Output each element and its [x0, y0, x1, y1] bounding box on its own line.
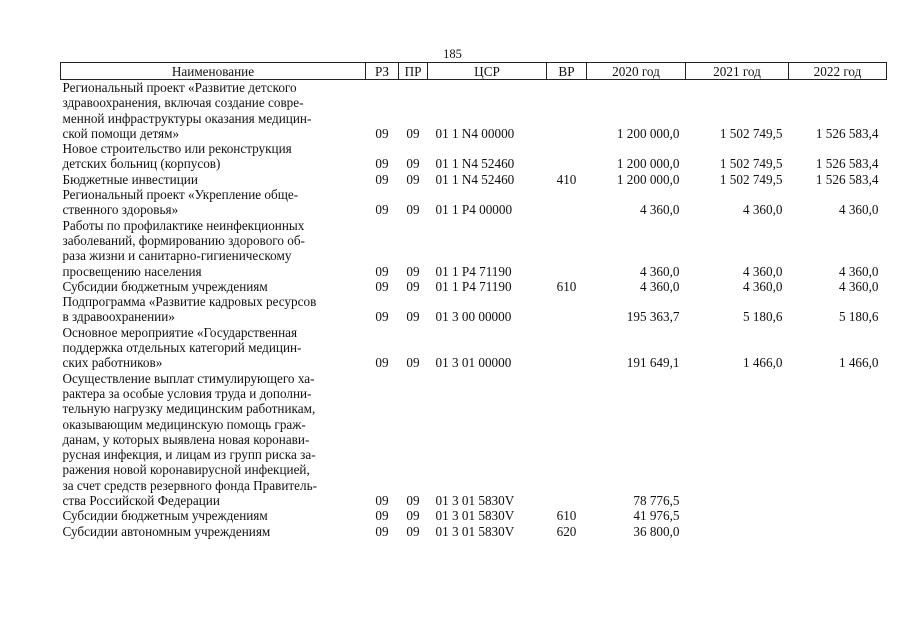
item-name-cell — [61, 187, 366, 218]
rz-cell: 09 — [375, 309, 389, 325]
amount-2020-cell: 78 776,5 — [633, 493, 680, 509]
table-row — [61, 279, 887, 294]
csr-cell: 01 1 N4 00000 — [435, 125, 515, 141]
amount-2021-cell: 1 502 749,5 — [719, 125, 783, 141]
vr-cell — [547, 80, 587, 142]
pr-cell: 09 — [406, 278, 420, 294]
amount-2020-cell: 4 360,0 — [639, 202, 680, 218]
csr-cell: 01 3 01 5830V — [435, 523, 515, 539]
item-name-line: Субсидии бюджетным учреждениям — [62, 278, 268, 294]
item-name-cell — [61, 325, 366, 371]
amount-2021-cell — [686, 371, 789, 509]
item-name-line: поддержка отдельных категорий медицин- — [62, 340, 302, 356]
vr-cell — [547, 371, 587, 509]
column-header-2020: 2020 год — [587, 63, 686, 80]
amount-2022-cell: 5 180,6 — [838, 309, 879, 325]
amount-2021-cell: 4 360,0 — [742, 263, 783, 279]
column-header-2022: 2022 год — [789, 63, 887, 80]
amount-2020-cell: 195 363,7 — [626, 309, 680, 325]
amount-2022-cell: 1 526 583,4 — [815, 171, 879, 187]
table-row — [61, 371, 887, 509]
item-name-line: детских больниц (корпусов) — [62, 156, 221, 172]
rz-cell: 09 — [375, 125, 389, 141]
amount-2022-cell: 1 466,0 — [838, 355, 879, 371]
table-row — [61, 325, 887, 371]
amount-2021-cell: 4 360,0 — [742, 202, 783, 218]
csr-cell: 01 1 N4 52460 — [435, 156, 515, 172]
vr-cell — [547, 218, 587, 279]
item-name-line: Бюджетные инвестиции — [62, 171, 198, 187]
table-row — [61, 294, 887, 325]
amount-2022-cell: 4 360,0 — [838, 202, 879, 218]
pr-cell: 09 — [406, 125, 420, 141]
pr-cell: 09 — [406, 355, 420, 371]
amount-2022-cell: 4 360,0 — [838, 263, 879, 279]
amount-2020-cell: 41 976,5 — [633, 508, 680, 524]
amount-2021-cell: 5 180,6 — [742, 309, 783, 325]
item-name-cell — [61, 141, 366, 172]
amount-2022-cell — [789, 508, 887, 523]
table-row — [61, 187, 887, 218]
pr-cell: 09 — [406, 202, 420, 218]
vr-cell: 610 — [556, 508, 577, 524]
rz-cell: 09 — [375, 493, 389, 509]
budget-table — [60, 62, 887, 539]
amount-2022-cell: 1 526 583,4 — [815, 156, 879, 172]
item-name-line: Субсидии автономным учреждениям — [62, 523, 271, 539]
item-name-cell — [61, 80, 366, 142]
table-header-row — [61, 63, 887, 80]
item-name-line: ражения новой коронавирусной инфекцией, — [62, 462, 310, 478]
rz-cell: 09 — [375, 171, 389, 187]
csr-cell: 01 1 P4 71190 — [435, 278, 512, 294]
item-name-line: здравоохранения, включая создание совре- — [62, 95, 304, 111]
csr-cell: 01 3 01 00000 — [435, 355, 512, 371]
pr-cell: 09 — [406, 263, 420, 279]
rz-cell: 09 — [375, 278, 389, 294]
amount-2022-cell — [789, 524, 887, 539]
amount-2022-cell: 4 360,0 — [838, 278, 879, 294]
csr-cell: 01 1 P4 00000 — [435, 202, 513, 218]
item-name-cell — [61, 294, 366, 325]
rz-cell: 09 — [375, 263, 389, 279]
rz-cell: 09 — [375, 156, 389, 172]
item-name-line: ства Российской Федерации — [62, 493, 220, 509]
table-row — [61, 80, 887, 142]
item-name-line: ских работников» — [62, 355, 163, 371]
pr-cell: 09 — [406, 523, 420, 539]
item-name-line: Региональный проект «Укрепление обще- — [62, 187, 299, 203]
amount-2021-cell — [686, 524, 789, 539]
item-name-line: ственного здоровья» — [62, 202, 179, 218]
table-row — [61, 508, 887, 523]
page-number: 185 — [443, 47, 462, 61]
csr-cell: 01 3 01 5830V — [435, 508, 515, 524]
item-name-line: русная инфекция, и лицам из групп риска за- — [62, 447, 316, 463]
item-name-line: ской помощи детям» — [62, 125, 180, 141]
amount-2021-cell: 1 502 749,5 — [719, 156, 783, 172]
amount-2021-cell: 1 466,0 — [742, 355, 783, 371]
csr-cell: 01 1 N4 52460 — [435, 171, 515, 187]
rz-cell: 09 — [375, 355, 389, 371]
item-name-line: Субсидии бюджетным учреждениям — [62, 508, 268, 524]
pr-cell: 09 — [406, 508, 420, 524]
amount-2020-cell: 4 360,0 — [639, 263, 680, 279]
item-name-line: менной инфраструктуры оказания медицин- — [62, 110, 312, 126]
csr-cell: 01 3 01 5830V — [435, 493, 515, 509]
item-name-cell — [61, 371, 366, 509]
vr-cell: 410 — [556, 171, 577, 187]
csr-cell: 01 1 P4 71190 — [435, 263, 512, 279]
column-header-pr: ПР — [399, 63, 428, 80]
pr-cell: 09 — [406, 309, 420, 325]
pr-cell: 09 — [406, 171, 420, 187]
item-name-line: раза жизни и санитарно-гигиеническому — [62, 248, 292, 264]
item-name-line: просвещению населения — [62, 263, 202, 279]
amount-2020-cell: 1 200 000,0 — [616, 171, 680, 187]
amount-2020-cell: 1 200 000,0 — [616, 125, 680, 141]
rz-cell: 09 — [375, 202, 389, 218]
rz-cell: 09 — [375, 523, 389, 539]
column-header-rz: РЗ — [366, 63, 399, 80]
amount-2021-cell: 1 502 749,5 — [719, 171, 783, 187]
item-name-line: в здравоохранении» — [62, 309, 175, 325]
item-name-line: Основное мероприятие «Государственная — [62, 324, 298, 340]
column-header-2021: 2021 год — [686, 63, 789, 80]
vr-cell: 610 — [556, 278, 577, 294]
vr-cell — [547, 294, 587, 325]
item-name-line: Региональный проект «Развитие детского — [62, 80, 297, 95]
pr-cell: 09 — [406, 493, 420, 509]
item-name-cell — [61, 218, 366, 279]
column-header-csr: ЦСР — [428, 63, 547, 80]
pr-cell: 09 — [406, 156, 420, 172]
table-row — [61, 141, 887, 172]
item-name-line: данам, у которых выявлена новая коронави- — [62, 431, 310, 447]
amount-2022-cell: 1 526 583,4 — [815, 125, 879, 141]
item-name-cell — [61, 508, 366, 523]
vr-cell — [547, 187, 587, 218]
item-name-line: Новое строительство или реконструкция — [62, 141, 292, 157]
item-name-cell — [61, 524, 366, 539]
column-header-name: Наименование — [61, 63, 366, 80]
rz-cell: 09 — [375, 508, 389, 524]
amount-2022-cell — [789, 371, 887, 509]
item-name-line: заболеваний, формированию здорового об- — [62, 232, 305, 248]
item-name-line: Подпрограмма «Развитие кадровых ресурсов — [62, 294, 317, 310]
table-row — [61, 218, 887, 279]
item-name-cell — [61, 279, 366, 294]
item-name-line: рактера за особые условия труда и дополни- — [62, 385, 312, 401]
amount-2020-cell: 36 800,0 — [633, 523, 680, 539]
column-header-vr: ВР — [547, 63, 587, 80]
csr-cell: 01 3 00 00000 — [435, 309, 512, 325]
vr-cell — [547, 141, 587, 172]
item-name-line: Осуществление выплат стимулирующего ха- — [62, 370, 315, 386]
vr-cell: 620 — [556, 523, 577, 539]
vr-cell — [547, 325, 587, 371]
amount-2020-cell: 1 200 000,0 — [616, 156, 680, 172]
item-name-cell — [61, 172, 366, 187]
item-name-line: Работы по профилактике неинфекционных — [62, 217, 305, 233]
item-name-line: тельную нагрузку медицинским работникам, — [62, 401, 316, 417]
amount-2021-cell: 4 360,0 — [742, 278, 783, 294]
table-row — [61, 524, 887, 539]
item-name-line: за счет средств резервного фонда Правитель- — [62, 477, 317, 493]
table-row — [61, 172, 887, 187]
table-body — [61, 80, 887, 539]
amount-2021-cell — [686, 508, 789, 523]
amount-2020-cell: 191 649,1 — [626, 355, 680, 371]
amount-2020-cell: 4 360,0 — [639, 278, 680, 294]
item-name-line: оказывающим медицинскую помощь граж- — [62, 416, 306, 432]
